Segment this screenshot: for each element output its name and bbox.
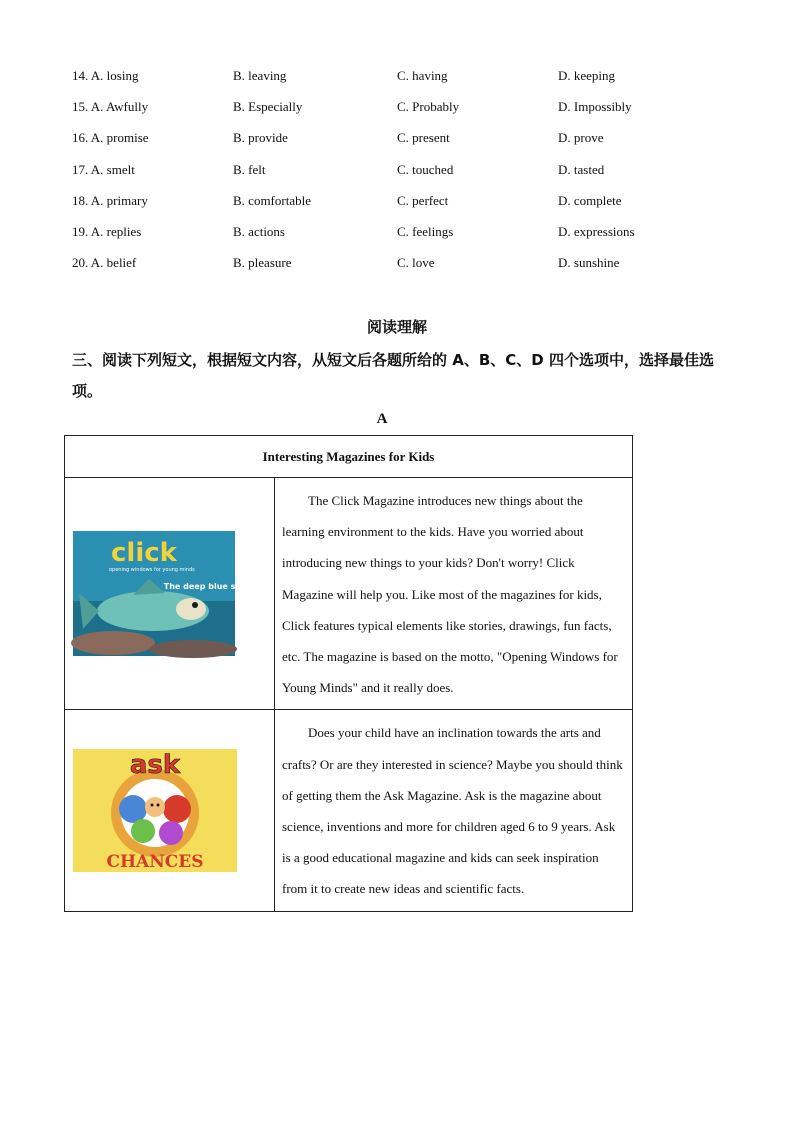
answer-options [72,66,732,284]
option-c: C. present [397,130,450,146]
option-b: B. provide [233,130,288,146]
ask-cover-cell [65,710,275,911]
ask-cover-title: ask [129,750,181,781]
option-c: C. having [397,68,448,83]
table-row [65,710,633,911]
passage-label: A [376,411,388,427]
click-description: The Click Magazine introduces new things about the learning environment to the kids. Have you worried about introducing new things to your kids? Don't worry! Click Magazine will help you. Like most of the magazines for kids, Click features typical elements like stories, drawings, fun facts, etc. The magazine is based on the motto, "Opening Windows for Young Minds" and it really does. [282,493,618,696]
option-a: 17. A. smelt [72,161,135,177]
magazine-table [64,435,633,912]
option-row-16 [72,128,732,159]
click-cover-cell [65,478,275,710]
option-d: D. sunshine [558,255,620,271]
option-a: 20. A. belief [72,255,137,271]
option-row-19 [72,222,732,253]
option-c: C. feelings [397,223,454,239]
option-b: B. comfortable [233,192,311,208]
option-d: D. Impossibly [558,99,632,115]
click-cover-subtitle: opening windows for young minds [109,567,195,574]
option-b: B. pleasure [233,255,292,271]
click-cover-title: click [111,538,177,569]
option-a: 18. A. primary [72,192,148,208]
instruction: 三、阅读下列短文，根据短文内容，从短文后各题所给的 A、B、C、D 四个选项中，选择最佳选项。 [72,351,714,400]
option-b: B. actions [233,223,285,239]
option-row-14 [72,66,732,97]
option-a: 15. A. Awfully [72,99,149,115]
click-cover-caption: The deep blue sea [163,582,247,592]
option-a: 16. A. promise [72,130,149,146]
option-row-20 [72,253,732,284]
option-d: D. prove [558,130,604,146]
option-b: B. Especially [233,99,303,115]
option-d: D. tasted [558,161,605,177]
table-row [65,478,633,710]
option-d: D. expressions [558,223,635,239]
option-row-18 [72,191,732,222]
option-b: B. felt [233,161,266,177]
click-description-cell [275,478,633,710]
table-title: Interesting Magazines for Kids [65,436,633,478]
option-d: D. complete [558,192,622,208]
ask-magazine-cover [73,749,237,872]
option-row-17 [72,160,732,191]
ask-description: Does your child have an inclination towards the arts and crafts? Or are they interested in science? Maybe you should think of getting them the Ask Magazine. Ask is the magazine about science, inventions and more for children aged 6 to 9 years. Ask is a good educational magazine and kids can seek inspiration from it to create new ideas and scientific facts. [282,725,623,897]
option-row-15 [72,97,732,128]
ask-cover-caption: CHANCES [106,852,204,873]
option-a: 19. A. replies [72,223,142,239]
section-title: 阅读理解 [366,318,427,336]
option-c: C. touched [397,161,454,177]
option-a: 14. A. losing [72,68,139,83]
option-c: C. love [397,255,435,271]
option-c: C. perfect [397,192,449,208]
option-c: C. Probably [397,99,460,115]
click-magazine-cover [73,531,247,656]
ask-description-cell [275,710,633,911]
option-b: B. leaving [233,68,287,83]
option-d: D. keeping [558,68,616,83]
